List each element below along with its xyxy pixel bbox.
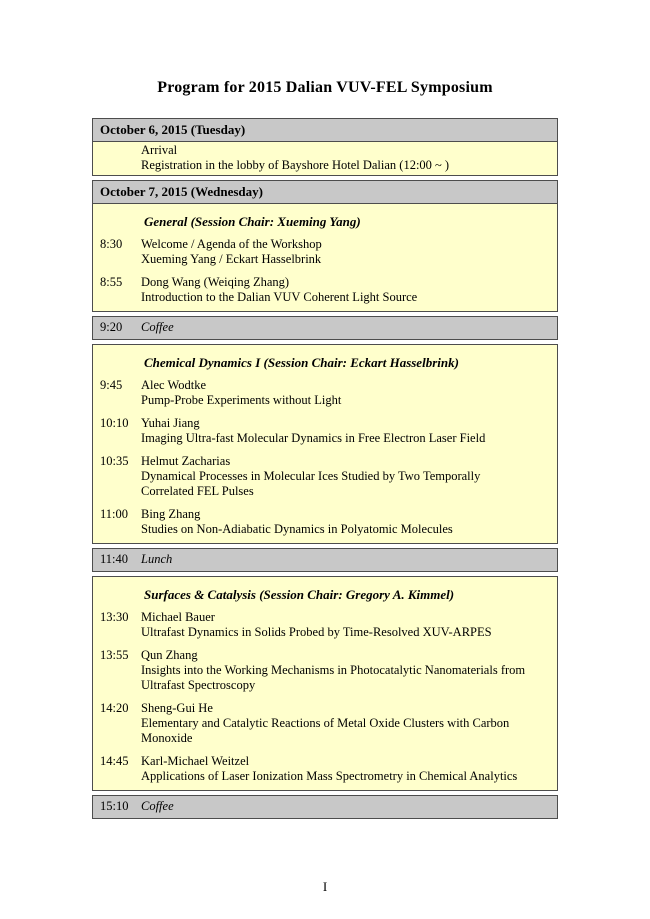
schedule-entry xyxy=(100,454,553,499)
entry-text xyxy=(141,754,553,784)
entry-line: Imaging Ultra-fast Molecular Dynamics in Free Electron Laser Field xyxy=(141,431,486,445)
entry-time: 8:55 xyxy=(100,275,123,289)
schedule-entry xyxy=(100,378,553,408)
schedule-entry xyxy=(100,754,553,784)
entry-line: Registration in the lobby of Bayshore Hotel Dalian (12:00 ~ ) xyxy=(141,158,450,172)
entry-line: Ultrafast Spectroscopy xyxy=(141,678,256,692)
day-header-oct6: October 6, 2015 (Tuesday) xyxy=(92,118,558,142)
entry-text xyxy=(141,378,553,408)
entry-line: Pump-Probe Experiments without Light xyxy=(141,393,342,407)
entry-text xyxy=(141,275,553,305)
page-title: Program for 2015 Dalian VUV-FEL Symposium xyxy=(157,79,493,96)
schedule-entry xyxy=(100,143,553,173)
break-label: Coffee xyxy=(141,320,174,334)
break-label: Lunch xyxy=(141,552,173,566)
session-block-chemical-dynamics xyxy=(92,344,558,544)
schedule-entry xyxy=(100,416,553,446)
entry-line: Arrival xyxy=(141,143,178,157)
entry-text xyxy=(141,454,553,499)
entry-line: Michael Bauer xyxy=(141,610,215,624)
break-time: 15:10 xyxy=(100,799,129,813)
entry-line: Xueming Yang / Eckart Hasselbrink xyxy=(141,252,322,266)
session-heading: General (Session Chair: Xueming Yang) xyxy=(144,214,361,229)
entry-time: 10:35 xyxy=(100,454,129,468)
arrival-block xyxy=(92,142,558,176)
entry-line: Karl-Michael Weitzel xyxy=(141,754,250,768)
entry-time: 14:45 xyxy=(100,754,129,768)
schedule-entry xyxy=(100,275,553,305)
session-block-surfaces-catalysis xyxy=(92,576,558,791)
entry-line: Correlated FEL Pulses xyxy=(141,484,254,498)
program-table xyxy=(92,118,558,819)
entry-text xyxy=(141,416,553,446)
break-label: Coffee xyxy=(141,799,174,813)
session-block-general xyxy=(92,204,558,312)
entry-time: 9:45 xyxy=(100,378,123,392)
entry-line: Qun Zhang xyxy=(141,648,198,662)
schedule-entry xyxy=(100,648,553,693)
schedule-entry xyxy=(100,701,553,746)
break-row-coffee-am xyxy=(92,316,558,340)
break-time: 11:40 xyxy=(100,552,129,566)
entry-text xyxy=(141,610,553,640)
session-heading: Chemical Dynamics I (Session Chair: Eckart Hasselbrink) xyxy=(144,355,459,370)
entry-line: Elementary and Catalytic Reactions of Metal Oxide Clusters with Carbon xyxy=(141,716,510,730)
break-row-lunch xyxy=(92,548,558,572)
entry-line: Yuhai Jiang xyxy=(141,416,200,430)
page-number: I xyxy=(322,879,328,894)
entry-text xyxy=(141,237,553,267)
entry-line: Bing Zhang xyxy=(141,507,201,521)
schedule-entry xyxy=(100,237,553,267)
entry-time: 11:00 xyxy=(100,507,129,521)
break-time: 9:20 xyxy=(100,320,123,334)
entry-text xyxy=(141,648,553,693)
entry-line: Studies on Non-Adiabatic Dynamics in Polyatomic Molecules xyxy=(141,522,453,536)
entry-line: Welcome / Agenda of the Workshop xyxy=(141,237,322,251)
entry-line: Dynamical Processes in Molecular Ices Studied by Two Temporally xyxy=(141,469,481,483)
entry-line: Introduction to the Dalian VUV Coherent Light Source xyxy=(141,290,418,304)
session-heading: Surfaces & Catalysis (Session Chair: Gregory A. Kimmel) xyxy=(144,587,455,602)
entry-time: 10:10 xyxy=(100,416,129,430)
entry-line: Monoxide xyxy=(141,731,193,745)
entry-time: 14:20 xyxy=(100,701,129,715)
day-header-oct7: October 7, 2015 (Wednesday) xyxy=(92,180,558,204)
entry-time: 8:30 xyxy=(100,237,123,251)
entry-line: Applications of Laser Ionization Mass Spectrometry in Chemical Analytics xyxy=(141,769,518,783)
entry-line: Alec Wodtke xyxy=(141,378,207,392)
entry-line: Dong Wang (Weiqing Zhang) xyxy=(141,275,290,289)
entry-time xyxy=(100,143,141,173)
entry-text xyxy=(141,507,553,537)
entry-time: 13:55 xyxy=(100,648,129,662)
schedule-entry xyxy=(100,610,553,640)
entry-text xyxy=(141,143,553,173)
entry-line: Ultrafast Dynamics in Solids Probed by Time-Resolved XUV-ARPES xyxy=(141,625,492,639)
break-row-coffee-pm xyxy=(92,795,558,819)
entry-time: 13:30 xyxy=(100,610,129,624)
entry-line: Helmut Zacharias xyxy=(141,454,231,468)
schedule-entry xyxy=(100,507,553,537)
entry-line: Sheng-Gui He xyxy=(141,701,213,715)
entry-text xyxy=(141,701,553,746)
entry-line: Insights into the Working Mechanisms in Photocatalytic Nanomaterials from xyxy=(141,663,526,677)
